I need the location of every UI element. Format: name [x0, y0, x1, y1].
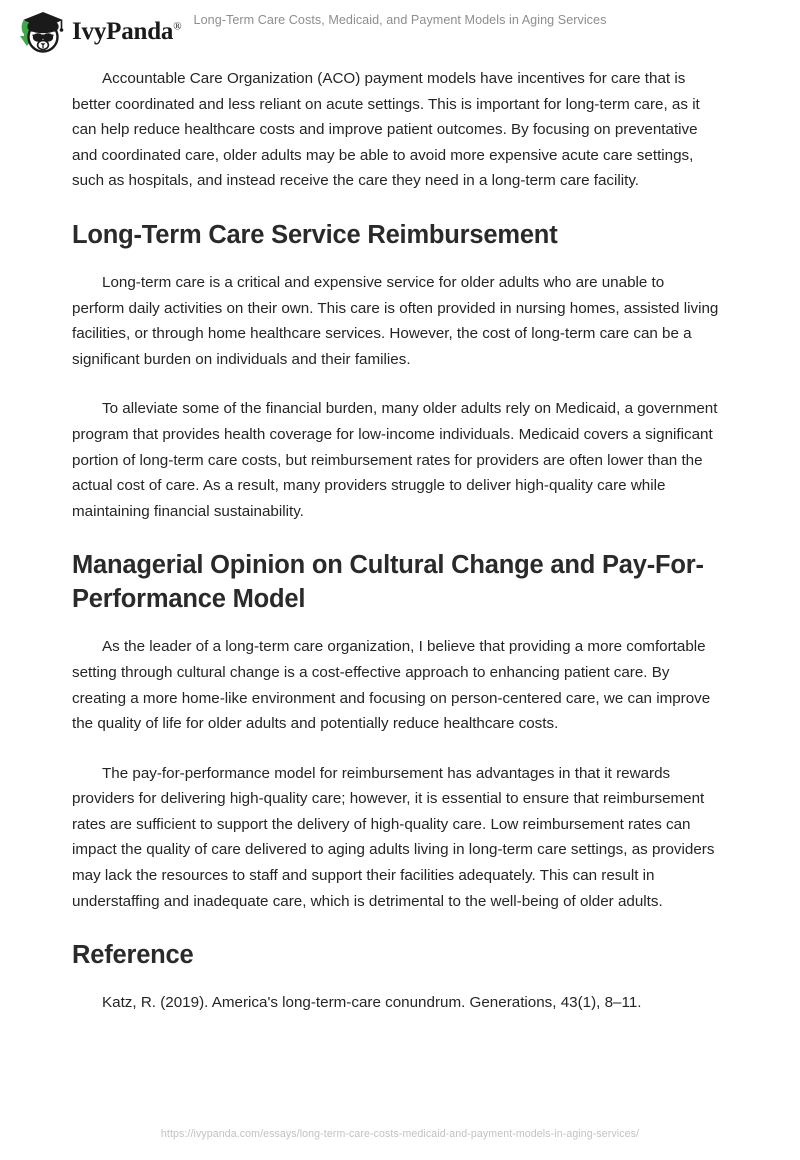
brand-name-text: IvyPanda [72, 18, 174, 45]
section-heading: Long-Term Care Service Reimbursement [72, 220, 558, 249]
registered-mark: ® [173, 20, 182, 33]
page-header [0, 0, 800, 62]
reference-entry: Katz, R. (2019). America's long-term-care conundrum. Generations, 43(1), 8–11. [102, 994, 642, 1012]
body-paragraph: The pay-for-performance model for reimbursement has advantages in that it rewards providers for delivering high-quality care; however, it is essential to ensure that reimbursement rates are sufficient to support the delivery of high-quality care. Low reimbursement rates can impact the quality of care delivered to aging adults living in long-term care settings, as providers may lack the resources to staff and support their facilities adequately. This can result in understaffing and inadequate care, which is detrimental to the well-being of older adults. [72, 764, 715, 910]
page-footer [0, 1124, 800, 1142]
body-paragraph: Accountable Care Organization (ACO) payment models have incentives for care that is better coordinated and less reliant on acute settings. This is important for long-term care, as it can help reduce healthcare costs and improve patient outcomes. By focusing on preventative and coordinated care, older adults may be able to avoid more expensive acute care settings, such as hospitals, and instead receive the care they need in a long-term care facility. [72, 70, 700, 190]
body-paragraph: Long-term care is a critical and expensive service for older adults who are unable to perform daily activities on their own. This care is often provided in nursing homes, assisted living facilities, or through home healthcare services. However, the cost of long-term care can be a significant burden on individuals and their families. [72, 273, 719, 368]
article-body [72, 66, 720, 1016]
section-heading: Managerial Opinion on Cultural Change and Pay-For-Performance Model [72, 551, 704, 614]
source-url[interactable]: https://ivypanda.com/essays/long-term-care-costs-medicaid-and-payment-models-in-aging-services/ [160, 1128, 640, 1140]
document-title-header: Long-Term Care Costs, Medicaid, and Payment Models in Aging Services [193, 13, 607, 27]
body-paragraph: As the leader of a long-term care organization, I believe that providing a more comfortable setting through cultural change is a cost-effective approach to enhancing patient care. By creating a more home-like environment and focusing on person-centered care, we can improve the quality of life for older adults and potentially reduce healthcare costs. [72, 638, 711, 733]
section-heading: Reference [72, 941, 194, 970]
body-paragraph: To alleviate some of the financial burden, many older adults rely on Medicaid, a government program that provides health coverage for low-income individuals. Medicaid covers a significant portion of long-term care costs, but reimbursement rates for providers are often lower than the actual cost of care. As a result, many providers struggle to deliver high-quality care while maintaining financial sustainability. [72, 400, 718, 520]
